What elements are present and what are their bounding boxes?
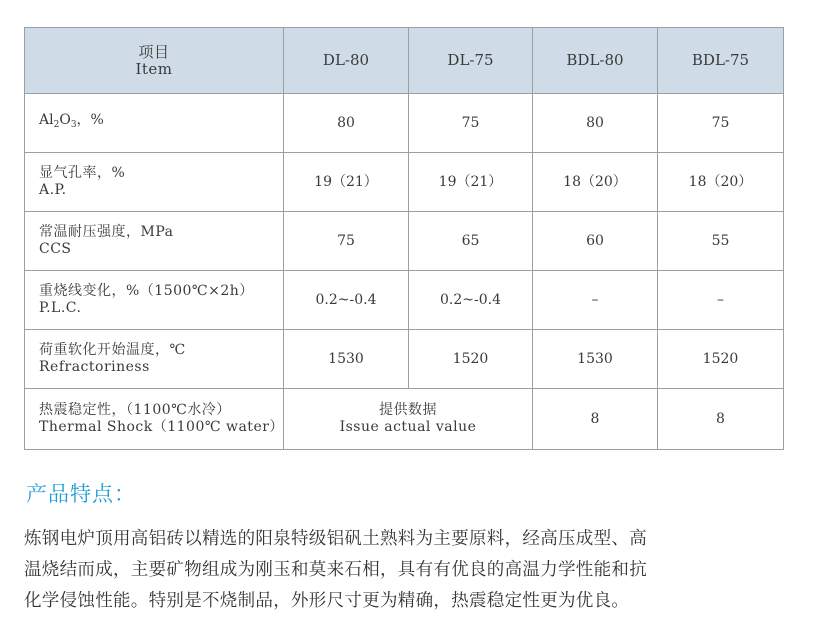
row-label-ccs xyxy=(25,212,284,271)
label-part: Al xyxy=(39,112,54,128)
description-line: 化学侵蚀性能。特别是不烧制品，外形尺寸更为精确，热震稳定性更为优良。 xyxy=(24,591,630,611)
table-cell: 1530 xyxy=(533,330,658,389)
row-label-al2o3 xyxy=(25,94,284,153)
label-cn: 常温耐压强度，MPa xyxy=(39,224,174,240)
table-cell: 19（21） xyxy=(284,153,409,212)
table-row xyxy=(25,389,784,450)
merged-en: Issue actual value xyxy=(339,419,477,435)
table-cell: 55 xyxy=(658,212,784,271)
table-cell: 75 xyxy=(658,94,784,153)
description xyxy=(24,524,790,617)
table-cell: 75 xyxy=(284,212,409,271)
row-label-thermal-shock xyxy=(25,389,284,450)
table-cell: 19（21） xyxy=(409,153,533,212)
label-cn: 重烧线变化，%（1500℃×2h） xyxy=(39,283,254,299)
header-item-en: Item xyxy=(135,59,173,78)
header-col-3: BDL-80 xyxy=(533,28,658,94)
row-label-refractoriness xyxy=(25,330,284,389)
merged-cell xyxy=(284,389,533,450)
label-cn: 显气孔率，% xyxy=(39,165,126,181)
table-cell: 75 xyxy=(409,94,533,153)
table-cell: 80 xyxy=(284,94,409,153)
merged-cn: 提供数据 xyxy=(379,402,437,418)
description-line: 温烧结而成，主要矿物组成为刚玉和莫来石相，具有有优良的高温力学性能和抗 xyxy=(24,560,647,580)
section-heading: 产品特点： xyxy=(26,482,136,506)
table-cell: 0.2~-0.4 xyxy=(284,271,409,330)
table-header-row xyxy=(25,28,784,94)
table-row xyxy=(25,212,784,271)
table-cell: 65 xyxy=(409,212,533,271)
label-cn: 热震稳定性，（1100℃水冷） xyxy=(39,402,231,418)
table-cell: 18（20） xyxy=(658,153,784,212)
label-part: ，% xyxy=(76,112,104,128)
description-line: 炼钢电炉顶用高铝砖以精选的阳泉特级铝矾土熟料为主要原料，经高压成型、高 xyxy=(24,529,647,549)
table-cell: 1520 xyxy=(409,330,533,389)
row-label-ap xyxy=(25,153,284,212)
spec-table xyxy=(24,27,784,450)
label-en: A.P. xyxy=(39,182,67,198)
table-cell: 1520 xyxy=(658,330,784,389)
table-cell: 8 xyxy=(533,389,658,450)
header-col-2: DL-75 xyxy=(409,28,533,94)
table-cell: 18（20） xyxy=(533,153,658,212)
table-cell: 8 xyxy=(658,389,784,450)
label-subscript: 3 xyxy=(70,120,77,130)
table-row xyxy=(25,153,784,212)
header-item xyxy=(25,28,284,94)
table-cell: – xyxy=(533,271,658,330)
label-en: P.L.C. xyxy=(39,300,82,316)
header-col-4: BDL-75 xyxy=(658,28,784,94)
table-cell: 60 xyxy=(533,212,658,271)
table-row xyxy=(25,94,784,153)
table-cell: 0.2~-0.4 xyxy=(409,271,533,330)
label-en: Thermal Shock（1100℃ water） xyxy=(39,419,284,435)
header-item-cn: 项目 xyxy=(138,42,170,61)
table-cell: 1530 xyxy=(284,330,409,389)
table-row xyxy=(25,271,784,330)
label-part: O xyxy=(59,112,71,128)
label-cn: 荷重软化开始温度，℃ xyxy=(39,342,186,358)
row-label-plc xyxy=(25,271,284,330)
label-en: CCS xyxy=(39,241,72,257)
table-cell: – xyxy=(658,271,784,330)
table-row xyxy=(25,330,784,389)
header-col-1: DL-80 xyxy=(284,28,409,94)
label-subscript: 2 xyxy=(53,120,60,130)
table-cell: 80 xyxy=(533,94,658,153)
label-en: Refractoriness xyxy=(39,359,150,375)
